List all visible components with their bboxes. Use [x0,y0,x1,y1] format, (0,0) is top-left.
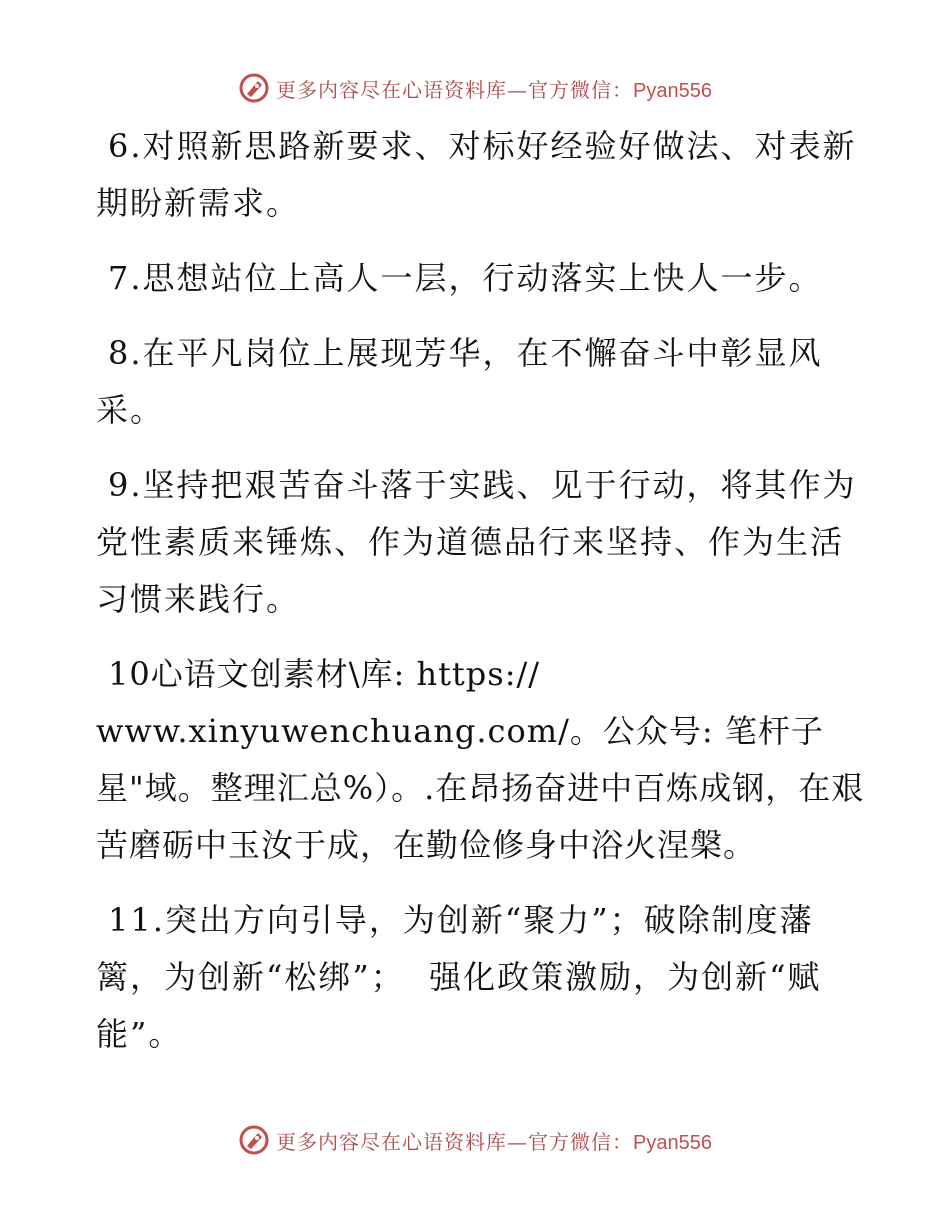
header-text [276,74,712,103]
footer-banner [0,1124,950,1156]
footer-wechat-label: 官方微信： [528,1129,634,1154]
header-banner [0,72,950,104]
paragraph-11: 11.突出方向引导，为创新“聚力”；破除制度藩篱，为创新“松绑”； 强化政策激励，为创新“赋能”。 [96,901,822,1053]
footer-text [276,1126,712,1155]
header-brand: 更多内容尽在心语资料库 [276,77,508,102]
paragraph-9: 9.坚持把艰苦奋斗落于实践、见于行动，将其作为党性素质来锤炼、作为道德品行来坚持、作为生活习惯来践行。 [96,466,857,618]
paragraph-10: 10心语文创素材\库: https:// www.xinyuwenchuang.com/。公众号: 笔杆子 星"域。整理汇总%）。.在昂扬奋进中百炼成钢，在艰苦磨砺中玉汝于成，在勤俭修身中浴火涅槃。 [96,655,865,864]
document-body [96,118,866,1063]
pen-logo-icon [238,1124,270,1156]
paragraph-7: 7.思想站位上高人一层，行动落实上快人一步。 [108,259,823,297]
footer-wechat-id: Pyan556 [633,1131,712,1154]
footer-dash: — [507,1129,529,1154]
header-wechat-label: 官方微信： [528,77,634,102]
paragraph-8: 8.在平凡岗位上展现芳华，在不懈奋斗中彰显风采。 [96,334,823,429]
paragraph-6: 6.对照新思路新要求、对标好经验好做法、对表新期盼新需求。 [96,127,857,222]
header-wechat-id: Pyan556 [633,79,712,102]
header-dash: — [507,77,529,102]
footer-brand: 更多内容尽在心语资料库 [276,1129,508,1154]
pen-logo-icon [238,72,270,104]
